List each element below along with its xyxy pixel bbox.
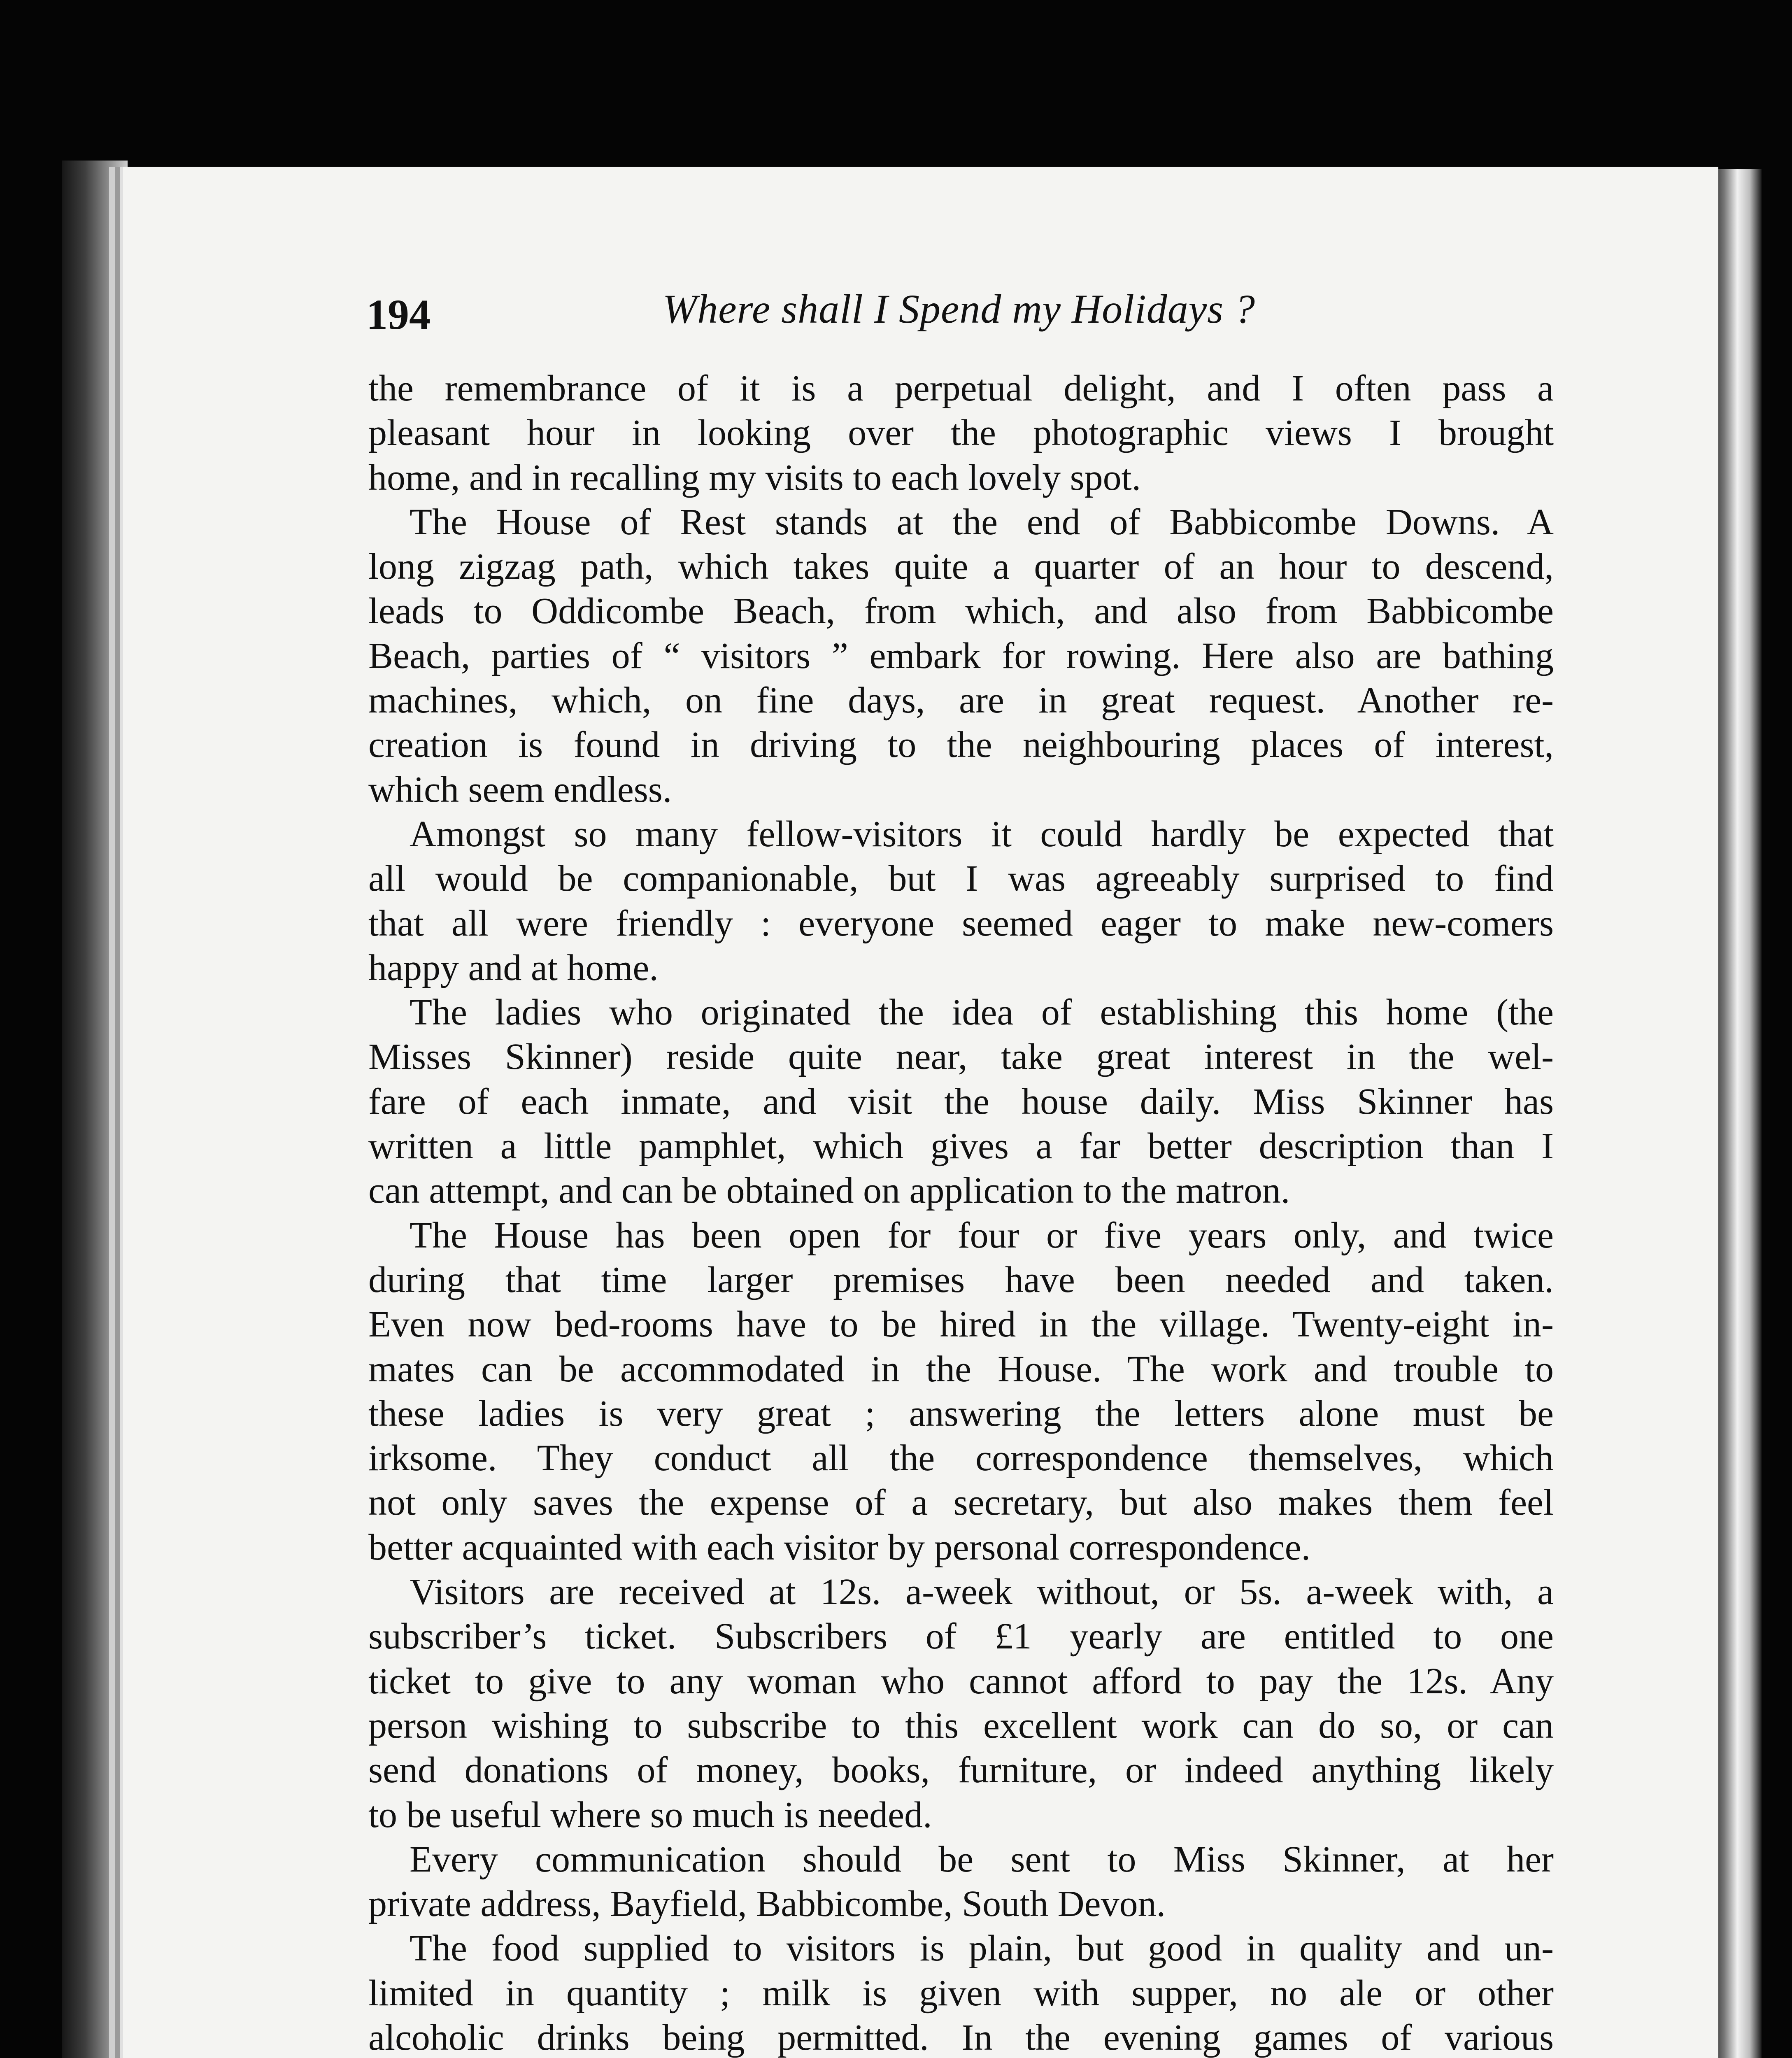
text-line: Every communication should be sent to Miss Skinner, at her bbox=[410, 1839, 1554, 1880]
text-line: send donations of money, books, furniture, or indeed anything likely bbox=[368, 1750, 1554, 1791]
text-line: creation is found in driving to the neighbouring places of interest, bbox=[368, 724, 1554, 766]
text-line: Beach, parties of “ visitors ” embark for rowing. Here also are bathing bbox=[368, 635, 1554, 676]
text-line: home, and in recalling my visits to each lovely spot. bbox=[368, 457, 1141, 498]
text-line: The House of Rest stands at the end of Babbicombe Downs. A bbox=[410, 501, 1554, 542]
text-line: irksome. They conduct all the correspondence themselves, which bbox=[368, 1438, 1554, 1479]
text-line: subscriber’s ticket. Subscribers of £1 yearly are entitled to one bbox=[368, 1616, 1554, 1657]
text-line: not only saves the expense of a secretary, but also makes them feel bbox=[368, 1482, 1554, 1523]
text-line: person wishing to subscribe to this excellent work can do so, or can bbox=[368, 1705, 1554, 1746]
text-line: Amongst so many fellow-visitors it could hardly be expected that bbox=[410, 813, 1554, 854]
text-line: the remembrance of it is a perpetual delight, and I often pass a bbox=[368, 368, 1554, 409]
text-line: Visitors are received at 12s. a-week without, or 5s. a-week with, a bbox=[410, 1571, 1554, 1613]
running-title: Where shall I Spend my Holidays ? bbox=[662, 286, 1256, 332]
text-line: can attempt, and can be obtained on application to the matron. bbox=[368, 1170, 1290, 1211]
text-line: leads to Oddicombe Beach, from which, and also from Babbicombe bbox=[368, 591, 1554, 632]
text-line: fare of each inmate, and visit the house daily. Miss Skinner has bbox=[368, 1081, 1554, 1122]
text-line: limited in quantity ; milk is given with supper, no ale or other bbox=[368, 1972, 1554, 2014]
page-header bbox=[366, 278, 1552, 340]
text-line: ticket to give to any woman who cannot afford to pay the 12s. Any bbox=[368, 1660, 1554, 1702]
text-line: pleasant hour in looking over the photographic views I brought bbox=[368, 412, 1554, 454]
text-line: that all were friendly : everyone seemed eager to make new-comers bbox=[368, 903, 1554, 944]
text-line: which seem endless. bbox=[368, 769, 672, 810]
text-line: Misses Skinner) reside quite near, take great interest in the wel- bbox=[368, 1036, 1554, 1078]
text-line: during that time larger premises have been needed and taken. bbox=[368, 1259, 1554, 1300]
text-line: better acquainted with each visitor by personal correspondence. bbox=[368, 1527, 1311, 1568]
text-line: to be useful where so much is needed. bbox=[368, 1794, 932, 1835]
text-line: The House has been open for four or five years only, and twice bbox=[410, 1215, 1554, 1256]
text-line: The food supplied to visitors is plain, but good in quality and un- bbox=[410, 1928, 1554, 1969]
body-text bbox=[368, 366, 1554, 2058]
text-line: these ladies is very great ; answering the letters alone must be bbox=[368, 1393, 1554, 1434]
text-line: all would be companionable, but I was agreeably surprised to find bbox=[368, 858, 1554, 899]
text-line: happy and at home. bbox=[368, 947, 659, 988]
text-line: written a little pamphlet, which gives a far better description than I bbox=[368, 1126, 1554, 1167]
text-line: long zigzag path, which takes quite a quarter of an hour to descend, bbox=[368, 546, 1554, 587]
text-line: The ladies who originated the idea of establishing this home (the bbox=[410, 992, 1554, 1033]
text-line: private address, Bayfield, Babbicombe, South Devon. bbox=[368, 1883, 1166, 1925]
text-line: Even now bed-rooms have to be hired in the village. Twenty-eight in- bbox=[368, 1304, 1554, 1345]
page-number: 194 bbox=[366, 291, 431, 338]
text-line: alcoholic drinks being permitted. In the evening games of various bbox=[368, 2017, 1554, 2058]
text-line: machines, which, on fine days, are in great request. Another re- bbox=[368, 680, 1554, 721]
text-line: mates can be accommodated in the House. The work and trouble to bbox=[368, 1348, 1554, 1390]
